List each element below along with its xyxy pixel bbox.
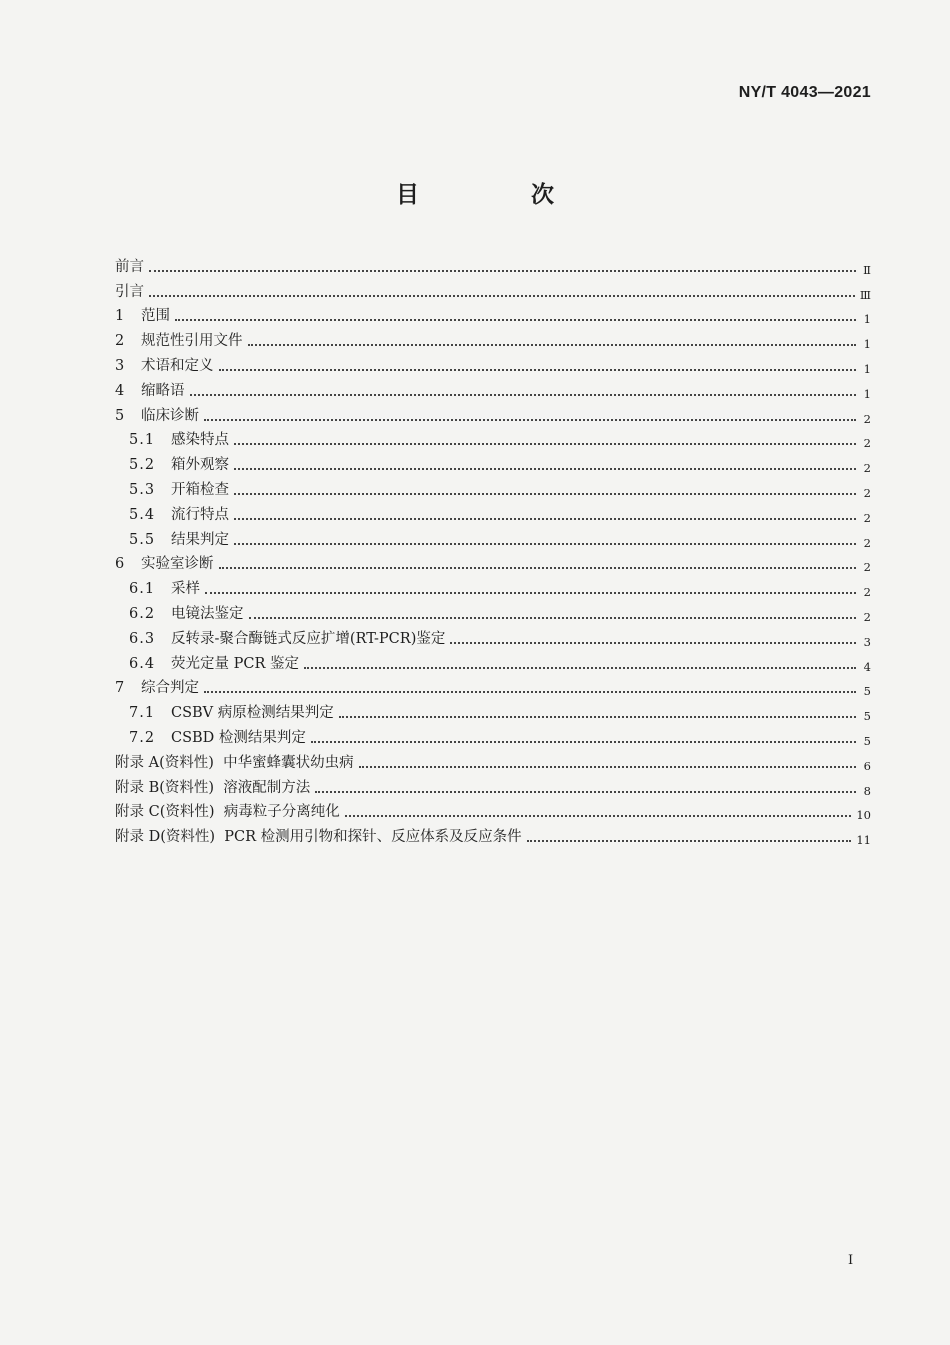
toc-entry-number: 2 <box>115 333 125 350</box>
toc-entry-title: 实验室诊断 <box>141 556 214 573</box>
toc-entry <box>115 623 871 648</box>
toc-entry-page: 1 <box>863 312 871 327</box>
toc-entry <box>115 673 871 698</box>
toc-entry <box>115 697 871 722</box>
toc-entry-title: 荧光定量 PCR 鉴定 <box>171 655 299 672</box>
toc-entry <box>115 449 871 474</box>
toc-entry-page: 5 <box>863 684 871 699</box>
toc-entry <box>115 598 871 623</box>
toc-entry-number: 6.3 <box>129 630 156 647</box>
toc-entry <box>115 400 871 425</box>
toc-entry-page: 3 <box>863 634 871 649</box>
toc-entry-page: 2 <box>863 411 871 426</box>
toc-entry-number: 4 <box>115 382 125 399</box>
toc-entry-number: 5 <box>115 407 125 424</box>
toc-leader-dots <box>527 840 852 842</box>
toc-entry <box>115 474 871 499</box>
table-of-contents <box>115 251 871 846</box>
toc-entry-page: Ⅲ <box>859 287 871 302</box>
toc-entry <box>115 375 871 400</box>
toc-leader-dots <box>219 369 857 371</box>
toc-leader-dots <box>315 791 856 793</box>
toc-entry-title: 结果判定 <box>171 531 229 548</box>
toc-entry-page: 2 <box>863 461 871 476</box>
toc-leader-dots <box>304 667 856 669</box>
toc-entry-page: 4 <box>863 659 871 674</box>
toc-leader-dots <box>204 691 856 693</box>
toc-entry <box>115 425 871 450</box>
toc-entry-page: 8 <box>863 783 871 798</box>
toc-entry-number: 5.3 <box>129 481 156 498</box>
toc-entry-page: 1 <box>863 386 871 401</box>
toc-entry <box>115 648 871 673</box>
toc-entry-title: 临床诊断 <box>141 407 199 424</box>
toc-entry <box>115 573 871 598</box>
toc-entry-page: 10 <box>856 808 871 823</box>
toc-leader-dots <box>234 468 856 470</box>
toc-entry-title: CSBD 检测结果判定 <box>171 729 306 746</box>
toc-entry-page: 6 <box>863 758 871 773</box>
toc-entry-page: 2 <box>863 560 871 575</box>
toc-entry <box>115 797 871 822</box>
toc-entry-page: 5 <box>863 733 871 748</box>
toc-entry-page: 2 <box>863 436 871 451</box>
toc-entry-page: 1 <box>863 337 871 352</box>
toc-entry-page: 2 <box>863 510 871 525</box>
toc-entry-page: 5 <box>863 709 871 724</box>
toc-entry-number: 5.1 <box>129 432 156 449</box>
toc-entry-title: 缩略语 <box>141 382 185 399</box>
toc-entry-title: CSBV 病原检测结果判定 <box>171 705 334 722</box>
toc-entry <box>115 350 871 375</box>
toc-entry-number: 5.5 <box>129 531 156 548</box>
toc-entry-title: 前言 <box>115 258 144 275</box>
toc-entry-title: 反转录-聚合酶链式反应扩增(RT-PCR)鉴定 <box>171 630 446 647</box>
toc-leader-dots <box>175 319 856 321</box>
toc-entry-title: 感染特点 <box>171 432 229 449</box>
toc-entry-title: 附录 C(资料性) 病毒粒子分离纯化 <box>115 804 340 821</box>
toc-entry <box>115 821 871 846</box>
toc-entry-number: 5.2 <box>129 457 156 474</box>
toc-entry-title: 术语和定义 <box>141 357 214 374</box>
toc-leader-dots <box>248 344 857 346</box>
toc-entry-title: 范围 <box>141 308 170 325</box>
toc-entry-number: 6.1 <box>129 581 156 598</box>
toc-entry-title: 综合判定 <box>141 680 199 697</box>
toc-entry-title: 开箱检查 <box>171 481 229 498</box>
toc-leader-dots <box>339 716 856 718</box>
toc-leader-dots <box>345 815 852 817</box>
toc-entry-title: 引言 <box>115 283 144 300</box>
toc-entry <box>115 772 871 797</box>
toc-entry <box>115 549 871 574</box>
toc-entry <box>115 276 871 301</box>
toc-leader-dots <box>234 543 856 545</box>
toc-entry-title: 采样 <box>171 581 200 598</box>
toc-entry <box>115 325 871 350</box>
toc-entry-page: Ⅱ <box>863 262 871 277</box>
toc-entry <box>115 722 871 747</box>
toc-entry-page: 2 <box>863 485 871 500</box>
toc-entry-title: 流行特点 <box>171 506 229 523</box>
toc-entry-number: 6 <box>115 556 125 573</box>
toc-entry-page: 11 <box>856 833 871 848</box>
toc-leader-dots <box>234 443 856 445</box>
toc-leader-dots <box>219 567 857 569</box>
toc-entry <box>115 251 871 276</box>
toc-leader-dots <box>190 394 857 396</box>
toc-entry-page: 2 <box>863 585 871 600</box>
toc-entry-page: 2 <box>863 609 871 624</box>
toc-entry-number: 1 <box>115 308 125 325</box>
toc-entry-number: 5.4 <box>129 506 156 523</box>
toc-entry-title: 附录 A(资料性) 中华蜜蜂囊状幼虫病 <box>115 754 354 771</box>
toc-leader-dots <box>149 270 856 272</box>
toc-entry-title: 附录 D(资料性) PCR 检测用引物和探针、反应体系及反应条件 <box>115 829 522 846</box>
toc-leader-dots <box>234 518 856 520</box>
toc-leader-dots <box>234 493 856 495</box>
toc-entry <box>115 747 871 772</box>
toc-leader-dots <box>149 295 855 297</box>
toc-entry <box>115 301 871 326</box>
toc-leader-dots <box>204 419 856 421</box>
toc-entry-number: 3 <box>115 357 125 374</box>
toc-leader-dots <box>359 766 856 768</box>
toc-entry-number: 7 <box>115 680 125 697</box>
toc-entry-number: 7.1 <box>129 705 156 722</box>
standard-code: NY/T 4043—2021 <box>738 84 871 101</box>
toc-entry-title: 附录 B(资料性) 溶液配制方法 <box>115 779 311 796</box>
toc-entry-number: 6.4 <box>129 655 156 672</box>
toc-leader-dots <box>249 617 857 619</box>
toc-entry-title: 规范性引用文件 <box>141 333 243 350</box>
toc-leader-dots <box>311 741 856 743</box>
toc-entry-title: 电镜法鉴定 <box>171 605 244 622</box>
toc-entry-title: 箱外观察 <box>171 457 229 474</box>
toc-entry-page: 2 <box>863 535 871 550</box>
toc-entry-page: 1 <box>863 361 871 376</box>
page-number: Ⅰ <box>848 1253 854 1268</box>
page-title: 目 次 <box>395 182 606 208</box>
toc-entry-number: 7.2 <box>129 729 156 746</box>
toc-leader-dots <box>450 642 856 644</box>
toc-leader-dots <box>205 592 856 594</box>
toc-entry <box>115 524 871 549</box>
toc-entry <box>115 499 871 524</box>
toc-entry-number: 6.2 <box>129 605 156 622</box>
